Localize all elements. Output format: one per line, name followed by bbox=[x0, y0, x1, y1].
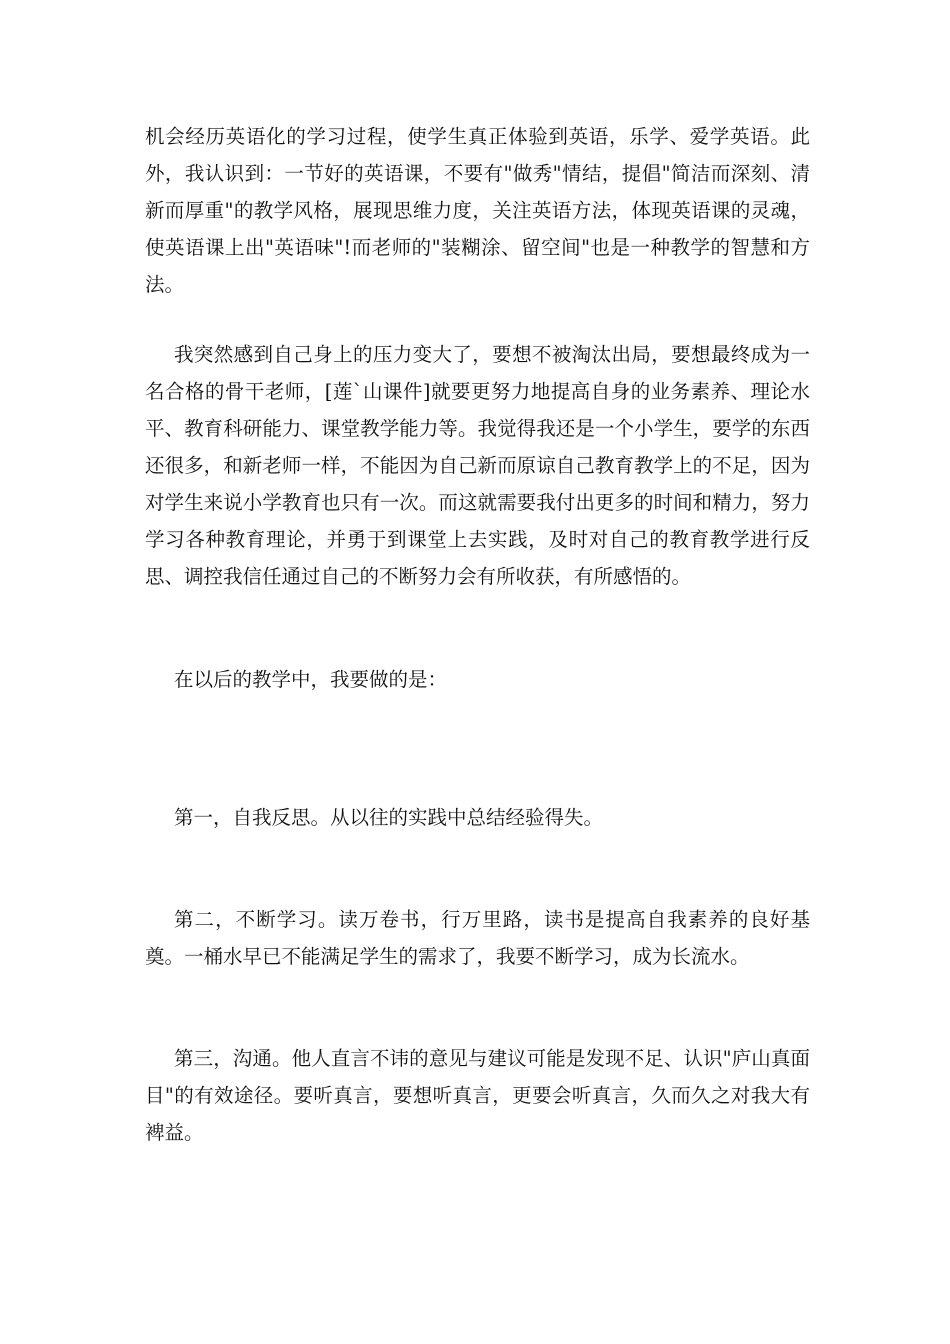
paragraph-point-one: 第一，自我反思。从以往的实践中总结经验得失。 bbox=[174, 806, 604, 829]
paragraph-continuation: 机会经历英语化的学习过程，使学生真正体验到英语，乐学、爱学英语。此外，我认识到：一节好的英语课，不要有"做秀"情结，提倡"简洁而深刻、清新而厚重"的教学风格，展现思维力度，关注英语方法，体现英语课的灵魂，使英语课上出"英语味"!而老师的"装糊涂、留空间"也是一种教学的智慧和方法。 bbox=[145, 125, 810, 296]
paragraph-point-two: 第二，不断学习。读万卷书，行万里路，读书是提高自我素养的良好基奠。一桶水早已不能满足学生的需求了，我要不断学习，成为长流水。 bbox=[145, 908, 810, 968]
paragraph-point-three: 第三，沟通。他人直言不讳的意见与建议可能是发现不足、认识"庐山真面目"的有效途径。要听真言，要想听真言，更要会听真言，久而久之对我大有裨益。 bbox=[145, 1047, 810, 1144]
paragraph-intro-plan: 在以后的教学中，我要做的是： bbox=[174, 668, 448, 691]
paragraph-pressure: 我突然感到自己身上的压力变大了，要想不被淘汰出局，要想最终成为一名合格的骨干老师，[莲`山课件]就要更努力地提高自身的业务素养、理论水平、教育科研能力、课堂教学能力等。我觉得我还是一个小学生，要学的东西还很多，和新老师一样，不能因为自己新而原谅自己教育教学上的不足，因为对学生来说小学教育也只有一次。而这就需要我付出更多的时间和精力，努力学习各种教育理论，并勇于到课堂上去实践，及时对自己的教育教学进行反思、调控我信任通过自己的不断努力会有所收获，有所感悟的。 bbox=[145, 343, 810, 588]
